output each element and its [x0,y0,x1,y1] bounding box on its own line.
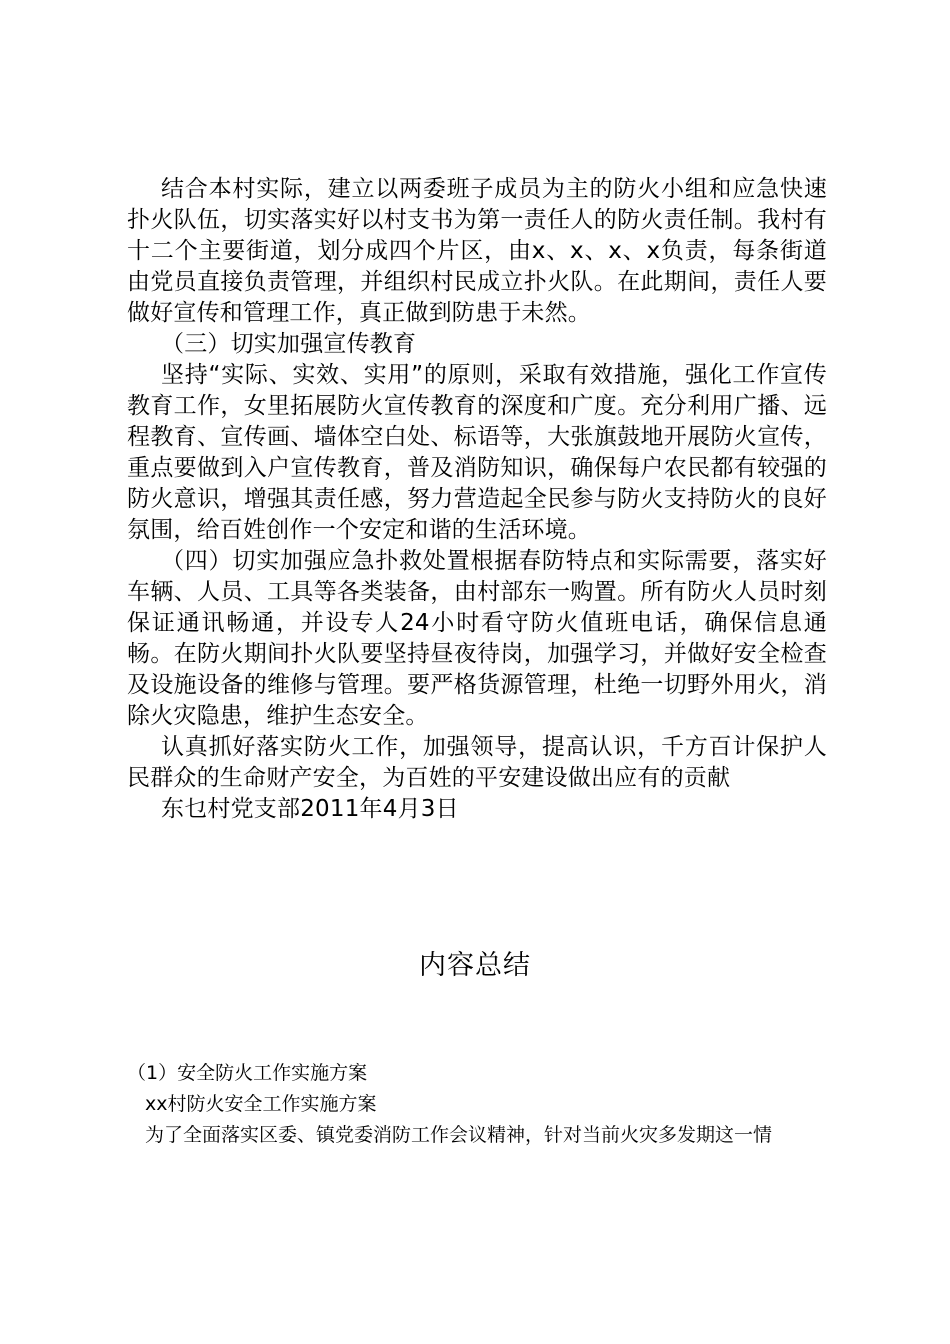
summary-heading: 内容总结 [419,950,531,981]
signature-date: 东乜村党支部2011年4月3日 [161,796,459,822]
paragraph-fire-team: 结合本村实际，建立以两委班子成员为主的防火小组和应急快速扑火队伍，切实落实好以村支书为第一责任人的防火责任制。我村有十二个主要街道，划分成四个片区，由x、x、x、x负责，每条街道由党员直接负责管理，并组织村民成立扑火队。在此期间，责任人要做好宣传和管理工作，真正做到防患于未然。 [127,176,827,326]
summary-title-line: xx村防火安全工作实施方案 [145,1093,377,1115]
paragraph-emergency: （四）切实加强应急扑救处置根据春防特点和实际需要，落实好车辆、人员、工具等各类装备，由村部东一购置。所有防火人员时刻保证通讯畅通，并设专人24小时看守防火值班电话，确保信息通畅。在防火期间扑火队要坚持昼夜待岗，加强学习，并做好安全检查及设施设备的维修与管理。要严格货源管理，杜绝一切野外用火，消除火灾隐患，维护生态安全。 [127,548,827,729]
document-body [127,174,827,825]
summary-item-label: （1）安全防火工作实施方案 [127,1062,368,1084]
paragraph-conclusion: 认真抓好落实防火工作，加强领导，提高认识，千方百计保护人民群众的生命财产安全，为百姓的平安建设做出应有的贡献 [127,734,827,791]
paragraph-publicity: 坚持“实际、实效、实用”的原则，采取有效措施，强化工作宣传教育工作，女里拓展防火宣传教育的深度和广度。充分利用广播、远程教育、宣传画、墙体空白处、标语等，大张旗鼓地开展防火宣传，重点要做到入户宣传教育，普及消防知识，确保每户农民都有较强的防火意识，增强其责任感，努力营造起全民参与防火支持防火的良好氛围，给百姓创作一个安定和谐的生活环境。 [127,362,827,543]
summary-section [127,1058,837,1151]
summary-excerpt-line: 为了全面落实区委、镇党委消防工作会议精神，针对当前火灾多发期这一情 [145,1124,773,1146]
section-heading-publicity: （三）切实加强宣传教育 [161,331,417,357]
